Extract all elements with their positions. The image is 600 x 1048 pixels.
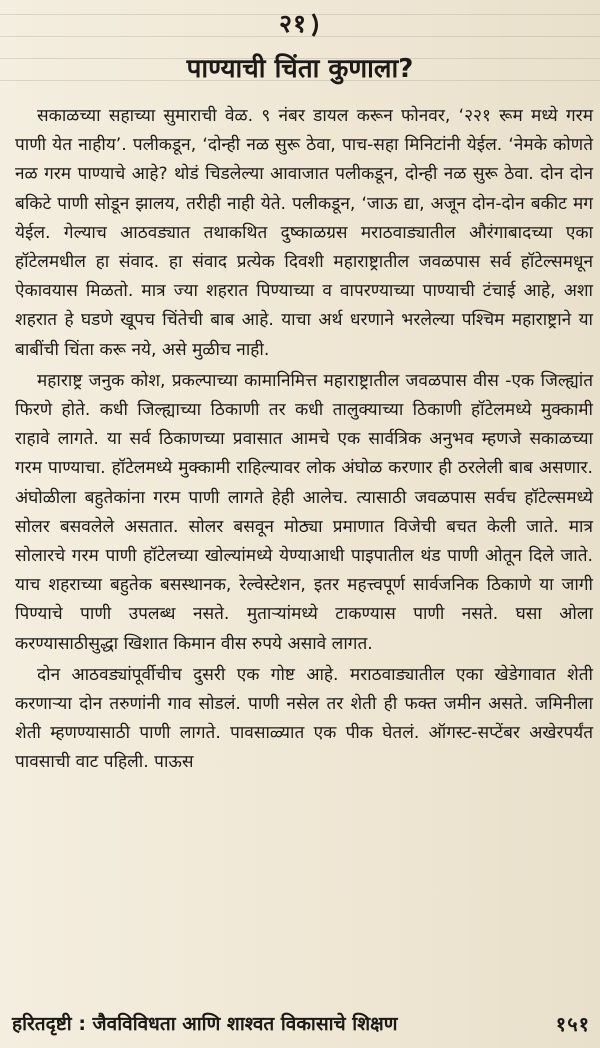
paragraph-3: दोन आठवड्यांपूर्वीचीच दुसरी एक गोष्ट आहे. मराठवाड्यातील एका खेडेगावात शेती करणाऱ्या दोन तरुणांनी गाव सोडलं. पाणी नसेल तर शेती ही फक्त जमीन असते. जमिनीला शेती म्हणण्यासाठी पाणी लागते. पावसाळ्यात एक पीक घेतलं. ऑगस्ट-सप्टेंबर अखेरपर्यंत पावसाची वाट पहिली. पाऊस [15,664,593,773]
chapter-number-text: २१ [278,9,307,38]
paragraph-1: सकाळच्या सहाच्या सुमाराची वेळ. ९ नंबर डायल करून फोनवर, ‘२२१ रूम मध्ये गरम पाणी येत नाहीय’. पलीकडून, ‘दोन्ही नळ सुरू ठेवा, पाच-सहा मिनिटांनी येईल. ‘नेमके कोणते नळ गरम पाण्याचे आहे? थोडं चिडलेल्या आवाजात पलीकडून, दोन्ही नळ सुरू ठेवा. दोन दोन बकिटे पाणी सोडून झालय, तरीही नाही येते. पलीकडून, ‘जाऊ द्या, अजून दोन-दोन बकीट मग येईल. गेल्याच आठवड्यात तथाकथित दुष्काळग्रस मराठवाड्यातील औरंगाबादच्या एका हॉटेलमधील हा संवाद. हा संवाद प्रत्येक दिवशी महाराष्ट्रातील जवळपास सर्व हॉटेल्समधून ऐकावयास मिळतो. मात्र ज्या शहरात पिण्याच्या व वापरण्याच्या पाण्याची टंचाई आहे, अशा शहरात हे घडणे खूपच चिंतेची बाब आहे. याचा अर्थ धरणाने भरलेल्या पश्चिम महाराष्ट्राने या बाबींची चिंता करू नये, असे मुळीच नाही. [15,106,593,360]
bracket-ornament-icon [311,12,321,38]
page-footer [12,1006,590,1040]
article-body [15,102,593,780]
footer-page-number: १५१ [555,1011,590,1036]
article-title: पाण्याची चिंता कुणाला? [186,54,414,84]
footer-book-title: हरितदृष्टी : जैवविविधता आणि शाश्वत विकासाचे शिक्षण [12,1013,398,1035]
paragraph-2: महाराष्ट्र जनुक कोश, प्रकल्पाच्या कामानिमित्त महाराष्ट्रातील जवळपास वीस -एक जिल्ह्यांत फिरणे होते. कधी जिल्ह्याच्या ठिकाणी तर कधी तालुक्याच्या ठिकाणी हॉटेलमध्ये मुक्कामी राहावे लागते. या सर्व ठिकाणच्या प्रवासात आमचे एक सार्वत्रिक अनुभव म्हणजे सकाळच्या गरम पाण्याचा. हॉटेलमध्ये मुक्कामी राहिल्यावर लोक अंघोळ करणार ही ठरलेली बाब असणार. अंघोळीला बहुतेकांना गरम पाणी लागते हेही आलेच. त्यासाठी जवळपास सर्वच हॉटेल्समध्ये सोलर बसवलेले असतात. सोलर बसवून मोठ्या प्रमाणात विजेची बचत केली जाते. मात्र सोलारचे गरम पाणी हॉटेलच्या खोल्यांमध्ये येण्याआधी पाइपातील थंड पाणी ओतून दिले जाते. याच शहराच्या बहुतेक बसस्थानक, रेल्वेस्टेशन, इतर महत्त्वपूर्ण सार्वजनिक ठिकाणे या जागी पिण्याचे पाणी उपलब्ध नसते. मुताऱ्यांमध्ये टाकण्यास पाणी नसते. घसा ओला करण्यासाठीसुद्धा खिशात किमान वीस रुपये असावे लागत. [15,370,593,654]
chapter-number [0,6,600,40]
